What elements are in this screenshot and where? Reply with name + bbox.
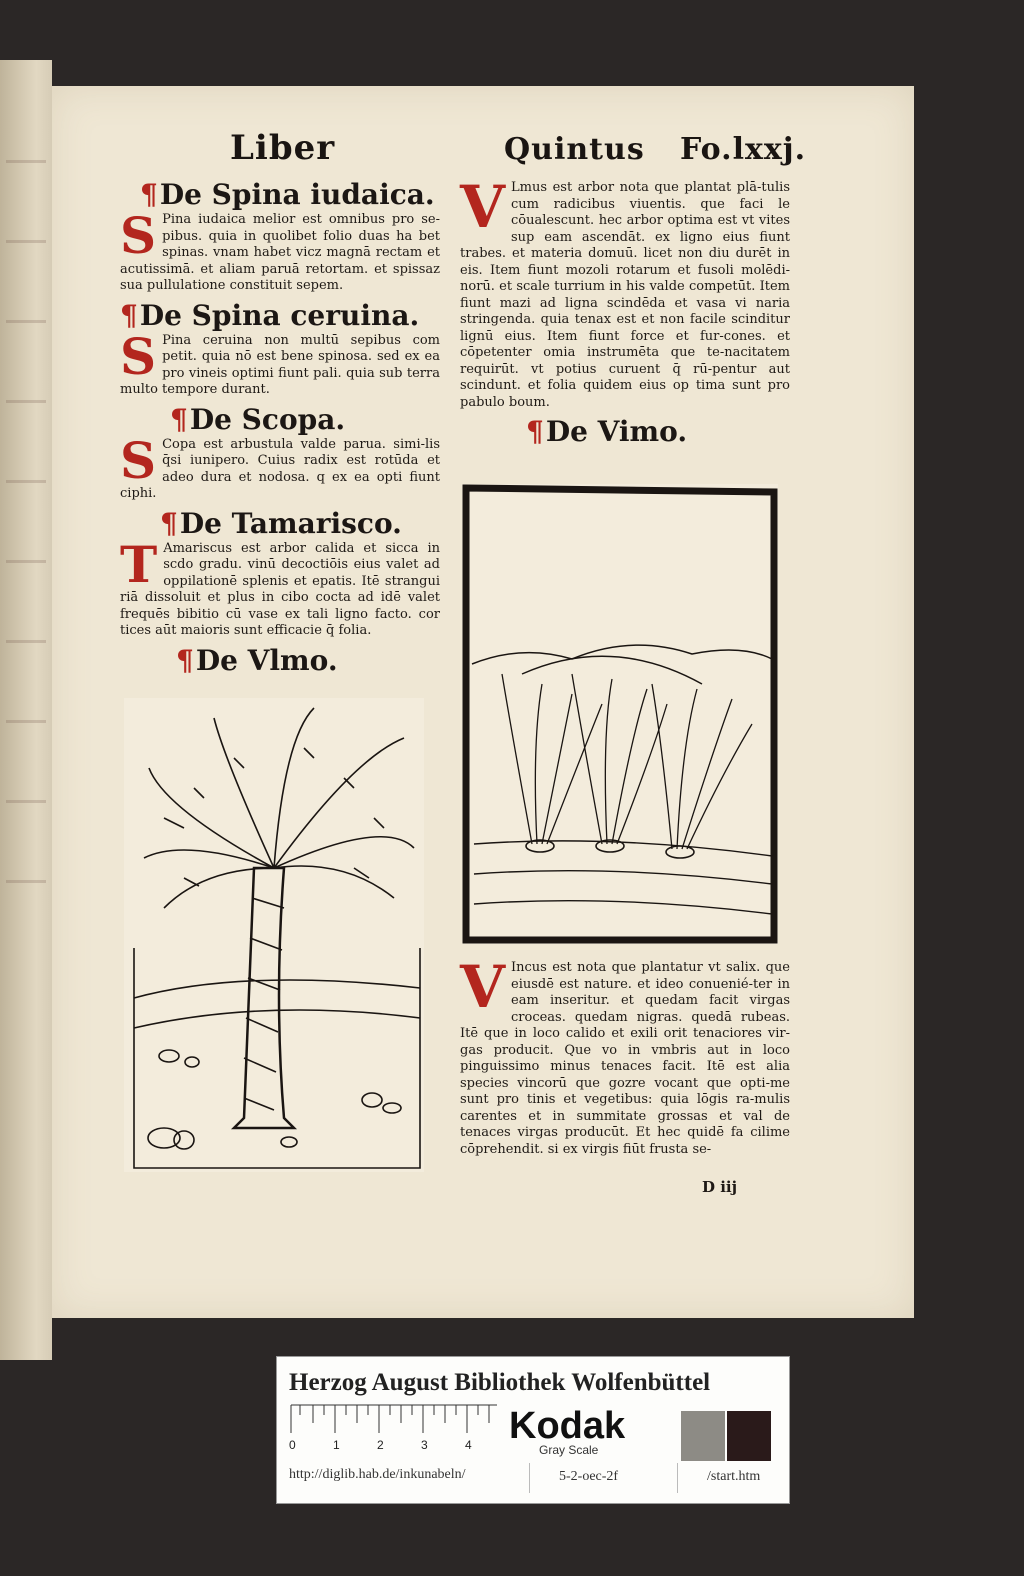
divider (529, 1463, 530, 1493)
ruler-label: 0 (289, 1438, 296, 1452)
elm-tree-woodcut (124, 698, 424, 1172)
signature-mark: D iij (702, 1178, 738, 1196)
adjacent-page-edge (0, 60, 52, 1360)
section-heading: ¶De Scopa. (170, 402, 346, 436)
section-heading: ¶De Tamarisco. (160, 506, 402, 540)
section-heading: ¶De Vlmo. (176, 643, 338, 677)
willow-woodcut (462, 484, 778, 944)
start-page: /start.htm (707, 1469, 761, 1484)
running-head-right: Quintus (504, 132, 645, 167)
left-column (120, 178, 440, 678)
library-name: Herzog August Bibliothek Wolfenbüttel (289, 1369, 711, 1396)
folio-number: Fo.lxxj. (680, 132, 807, 167)
section-text: V Lmus est arbor nota que plantat plā-tulis cum radicibus viuentis. que faci le cōualescunt. hec arbor optima est vt vites sup eam ascendāt. ex ligno eius fiunt trabes. et materia domuū. licet non diu durēt in eis. Item fiunt mozoli rotarum et fusoli molēdi-norū. et scale turrium in his valde competūt. Item fiunt mazi ad ligna scindēda et vasa vi naria stringenda. quia tenax est et non facile scinditur lignū eius. Item fiunt force et fur-cones. et cōpetenter omia instrumēta que te-nacitatem requirūt. vt potius curuent q̄ rū-pentur aut scindunt. et folia quidem eius op tima sunt pro pabulo boum. (460, 173, 790, 410)
ruler-label: 1 (333, 1438, 340, 1452)
right-column (460, 173, 790, 449)
section-heading: ¶De Vimo. (526, 415, 688, 448)
running-head-left: Liber (230, 128, 336, 168)
ruler-label: 2 (377, 1438, 384, 1452)
source-url: http://diglib.hab.de/inkunabeln/ (289, 1467, 466, 1482)
gray-scale-label: Gray Scale (539, 1443, 599, 1457)
shelfmark: 5-2-oec-2f (559, 1469, 619, 1484)
kodak-logo: Kodak (509, 1405, 626, 1447)
ruler-label: 3 (421, 1438, 428, 1452)
right-column-lower (460, 953, 790, 1158)
ruler-label: 4 (465, 1438, 472, 1452)
section-text: S Pina iudaica melior est omnibus pro se-pibus. quia in quolibet folio duas ha bet spinas. vnam habet vicz magnā rectam et acutissimā. et aliam paruā retortam. et spissaz sua pullulatione constituit sepem. (120, 206, 440, 293)
section-text: S Copa est arbustula valde parua. simi-lis q̄si iunipero. Cuius radix est rotūda et adeo dura et nodosa. q ex ea opti fiunt ciphi. (120, 430, 440, 501)
section-text: T Amariscus est arbor calida et sicca in scdo gradu. vinū decoctiōis eius valet ad oppilationē splenis et epatis. Itē strangui riā dissoluit et plus in cibo cocta ad idē valet frequēs bibitio cū vase ex tali ligno facto. cor tices aūt maioris sunt efficacie q̄ folia. (120, 534, 440, 638)
section-heading: ¶De Spina iudaica. (140, 178, 435, 211)
book-page (52, 86, 914, 1318)
section-text: V Incus est nota que plantatur vt salix. que eiusdē est nature. et ideo conuenié-ter in eam inseritur. et quedam facit virgas croceas. quedam nigras. quedā rubeas. Itē que in loco calido et exili orit tenaciores vir-gas producit. Que vo in vmbris aut in loco pinguissimo minus tenaces facit. Itē est alia species vincorū que gozre vocant que opti-me sunt pro tinis et vegetibus: quia lōgis ra-mulis carentes et in summitate grossas et val de tenaces virgas producūt. Et hec quidē fa cilime cōprehendit. si ex virgis fiūt frusta se- (460, 953, 790, 1157)
scale-ruler (289, 1403, 499, 1457)
divider (677, 1463, 678, 1493)
section-heading: ¶De Spina ceruina. (120, 298, 420, 332)
section-text: S Pina ceruina non multū sepibus com petit. quia nō est bene spinosa. sed ex ea pro vineis optimi fiunt pali. quia sub terra multo tempore durant. (120, 326, 440, 397)
dark-swatch (727, 1411, 771, 1461)
color-target-card (276, 1356, 790, 1504)
gray-swatch (681, 1411, 725, 1461)
